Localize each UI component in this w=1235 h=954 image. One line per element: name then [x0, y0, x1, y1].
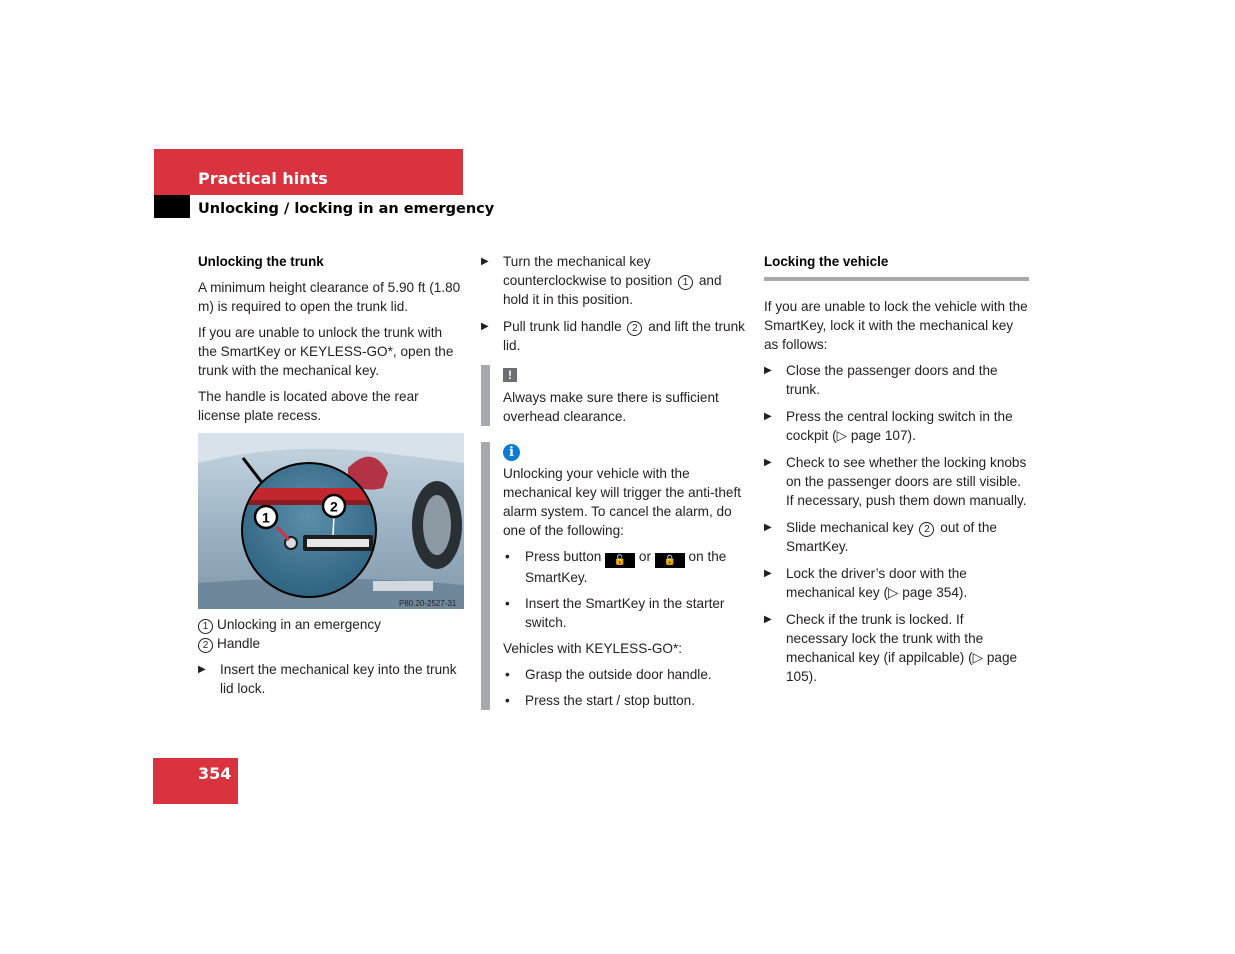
- keyless-label: Vehicles with KEYLESS-GO*:: [503, 641, 683, 656]
- warning-icon: !: [503, 368, 517, 382]
- warning-text: Always make sure there is sufficient overhead clearance.: [503, 390, 719, 424]
- paragraph-height-clearance: A minimum height clearance of 5.90 ft (1.80 m) is required to open the trunk lid.: [198, 280, 461, 314]
- paragraph-handle-location: The handle is located above the rear license plate recess.: [198, 389, 419, 423]
- subsection-title: Unlocking / locking in an emergency: [198, 201, 495, 217]
- unlock-button-icon: 🔓: [605, 553, 635, 568]
- step-slide-key: ▶ Slide mechanical key 2 out of the SmartKey.: [764, 520, 997, 554]
- arrow-right-icon: ▶: [764, 365, 772, 376]
- heading-rule: [764, 277, 1029, 281]
- step-check-trunk: ▶ Check if the trunk is locked. If necessary lock the trunk with the mechanical key (if appilcable) (▷ page 105).: [764, 612, 1018, 684]
- paragraph-locking-intro: If you are unable to lock the vehicle with the SmartKey, lock it with the mechanical key as follows:: [764, 299, 1028, 352]
- column-unlock-steps: [481, 252, 747, 718]
- arrow-right-icon: ▶: [481, 256, 489, 267]
- list-item: • Grasp the outside door handle.: [505, 667, 712, 682]
- legend-item: 2 Handle: [198, 634, 464, 653]
- page-number: 354: [198, 764, 232, 783]
- svg-text:2: 2: [330, 498, 338, 515]
- column-unlocking-trunk: [198, 252, 464, 706]
- warning-note: [481, 365, 747, 426]
- lock-button-icon: 🔒: [655, 553, 685, 568]
- svg-text:1: 1: [262, 509, 270, 526]
- arrow-right-icon: ▶: [198, 664, 206, 675]
- heading-unlocking-trunk: Unlocking the trunk: [198, 254, 324, 269]
- info-icon: i: [503, 444, 520, 461]
- step-turn-key: ▶ Turn the mechanical key counterclockwise to position 1 and hold it in this position.: [481, 254, 722, 307]
- arrow-right-icon: ▶: [764, 457, 772, 468]
- heading-locking-vehicle: Locking the vehicle: [764, 254, 889, 269]
- section-title: Practical hints: [198, 169, 328, 188]
- info-text: Unlocking your vehicle with the mechanical key will trigger the anti-theft alarm system. To cancel the alarm, do one of the following:: [503, 466, 741, 538]
- arrow-right-icon: ▶: [481, 321, 489, 332]
- step-central-locking: ▶ Press the central locking switch in the cockpit (▷ page 107).: [764, 409, 1013, 443]
- step-lock-driver-door: ▶ Lock the driver’s door with the mechanical key (▷ page 354).: [764, 566, 968, 600]
- column-locking-vehicle: [764, 252, 1029, 694]
- info-note: [481, 442, 747, 710]
- legend-item: 1 Unlocking in an emergency: [198, 615, 464, 634]
- list-item: • Press the start / stop button.: [505, 693, 696, 708]
- arrow-right-icon: ▶: [764, 411, 772, 422]
- subsection-marker: [154, 195, 190, 218]
- arrow-right-icon: ▶: [764, 614, 772, 625]
- step-check-knobs: ▶ Check to see whether the locking knobs on the passenger doors are still visible. If necessary, push them down manually.: [764, 455, 1027, 508]
- paragraph-unable-unlock: If you are unable to unlock the trunk with the SmartKey or KEYLESS-GO*, open the trunk with the mechanical key.: [198, 325, 454, 378]
- arrow-right-icon: ▶: [764, 568, 772, 579]
- step-insert-key: ▶ Insert the mechanical key into the trunk lid lock.: [198, 662, 457, 696]
- step-pull-handle: ▶ Pull trunk lid handle 2 and lift the trunk lid.: [481, 319, 745, 353]
- list-item: • Press button 🔓 or 🔒 on the SmartKey.: [505, 549, 727, 585]
- figure-code: P80.20-2527-31: [399, 599, 457, 608]
- list-item: • Insert the SmartKey in the starter switch.: [505, 596, 725, 630]
- step-close-doors: ▶ Close the passenger doors and the trunk.: [764, 363, 998, 397]
- trunk-handle-illustration: [198, 433, 464, 609]
- arrow-right-icon: ▶: [764, 522, 772, 533]
